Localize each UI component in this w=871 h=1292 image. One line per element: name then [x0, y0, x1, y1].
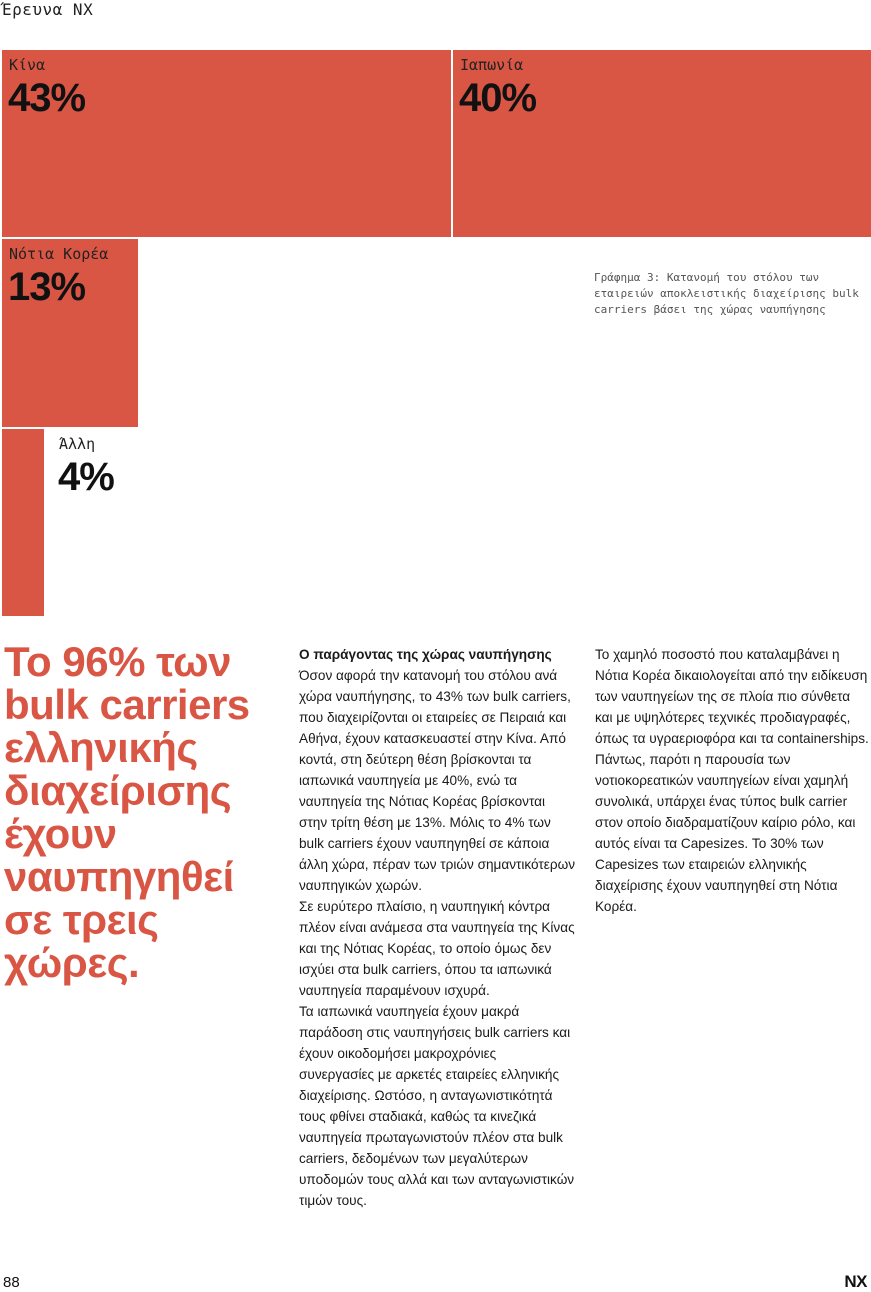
label-japan: Ιαπωνία — [460, 56, 524, 74]
label-south-korea: Νότια Κορέα — [9, 245, 109, 263]
tile-other — [2, 429, 44, 616]
value-china: 43% — [8, 76, 86, 120]
page-number: 88 — [3, 1274, 20, 1291]
publication-logo: NX — [844, 1272, 867, 1291]
body-paragraph: Σε ευρύτερο πλαίσιο, η ναυπηγική κόντρα πλέον είναι ανάμεσα στα ναυπηγεία της Κίνας και της Νότιας Κορέας, το οποίο όμως δεν ισχύει στα bulk carriers, όπου τα ιαπωνικά ναυπηγεία παραμένουν ισχυρά. — [299, 899, 575, 998]
label-other: Άλλη — [59, 435, 96, 453]
value-japan: 40% — [459, 76, 537, 120]
section-subhead: Ο παράγοντας της χώρας ναυπήγησης — [299, 647, 552, 662]
body-paragraph: Όσον αφορά την κατανομή του στόλου ανά χώρα ναυπήγησης, το 43% των bulk carriers, που διαχειρίζονται οι εταιρείες σε Πειραιά και Αθήνα, έχουν κατασκευαστεί στην Κίνα. Από κοντά, στη δεύτερη θέση βρίσκονται τα ιαπωνικά ναυπηγεία με 40%, ενώ τα ναυπηγεία της Νότιας Κορέας βρίσκονται στην τρίτη θέση με 13%. Μόλις το 4% των bulk carriers έχουν ναυπηγηθεί σε κάποια άλλη χώρα, πέραν των τριών σημαντικότερων ναυπηγικών χωρών. — [299, 668, 575, 893]
label-china: Κίνα — [9, 56, 46, 74]
chart-caption: Γράφημα 3: Κατανομή του στόλου των εταιρειών αποκλειστικής διαχείρισης bulk carriers βάσει της χώρας ναυπήγησης — [594, 271, 859, 316]
running-header: Έρευνα ΝΧ — [2, 0, 94, 19]
value-south-korea: 13% — [8, 265, 86, 309]
pull-quote-headline: Το 96% των bulk carriers ελληνικής διαχείρισης έχουν ναυπηγηθεί σε τρεις χώρες. — [4, 638, 250, 986]
value-other: 4% — [58, 455, 114, 499]
body-paragraph: Τα ιαπωνικά ναυπηγεία έχουν μακρά παράδοση στις ναυπηγήσεις bulk carriers και έχουν οικοδομήσει μακροχρόνιες συνεργασίες με αρκετές εταιρείες ελληνικής διαχείρισης. Ωστόσο, η ανταγωνιστικότητά τους φθίνει σταδιακά, καθώς τα κινεζικά ναυπηγεία πρωταγωνιστούν πλέον στα bulk carriers, δεδομένων των μεγαλύτερων υποδομών τους αλλά και των ανταγωνιστικών τιμών τους. — [299, 1004, 575, 1208]
body-paragraph: Το χαμηλό ποσοστό που καταλαμβάνει η Νότια Κορέα δικαιολογείται από την ειδίκευση των ναυπηγείων της σε πλοία πιο σύνθετα και με υψηλότερες τεχνικές προδιαγραφές, όπως τα υγραεριοφόρα και τα containerships. Πάντως, παρότι η παρουσία των νοτιοκορεατικών ναυπηγείων είναι χαμηλή συνολικά, υπάρχει ένας τύπος bulk carrier στον οποίο διαδραματίζουν καίριο ρόλο, και αυτός είναι τα Capesizes. Το 30% των Capesizes των εταιρειών ελληνικής διαχείρισης έχουν ναυπηγηθεί στη Νότια Κορέα. — [595, 647, 869, 914]
body-column-middle — [299, 644, 575, 1211]
body-column-right — [595, 644, 871, 917]
